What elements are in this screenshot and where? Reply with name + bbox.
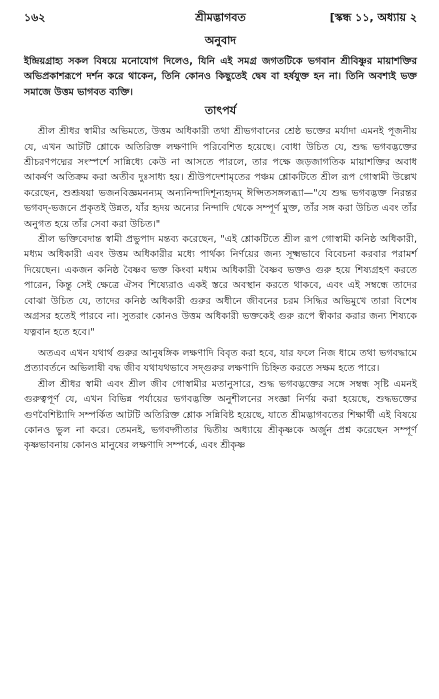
purport-heading: তাৎপর্য bbox=[204, 104, 237, 118]
page-header bbox=[24, 0, 417, 30]
book-title: শ্রীমদ্ভাগবত bbox=[195, 11, 246, 24]
translation-heading: অনুবাদ bbox=[204, 34, 237, 47]
purport-paragraph-2: শ্রীল ভক্তিবেদান্ত স্বামী প্রভুপাদ মন্তব্য করেছেন, "এই শ্লোকটিতে শ্রীল রূপ গোস্বামী কনিষ্ঠ অধিকারী, মধ্যম অধিকারী এবং উত্তম অধিকারীর মধ্যে পার্থক্য নির্ণয়ের জন্য সূক্ষ্মভাবে বিবেচনা করবার পরামর্শ দিয়েছেন। একজন কনিষ্ঠ বৈষ্ণব ভক্ত কিংবা মধ্যম অধিকারী বৈষ্ণব ভক্তও গুরু হয়ে শিষ্যগ্রহণ করতে পারেন, কিন্তু সেই ক্ষেত্রে ঐসব শিষ্যেরাও একই স্তরে অবস্থান করতে থাকবে, এবং এই সম্বন্ধে তাদের বোঝা উচিত যে, তাদের কনিষ্ঠ অধিকারী গুরুর অধীনে জীবনের চরম সিদ্ধির অভিমুখে তারা বিশেষ অগ্রসর হতেই পারবে না। সুতরাং কোনও উত্তম অধিকারী ভক্তকেই গুরু রূপে স্বীকার করার জন্য শিষ্যকে যত্নবান হতে হবে।" bbox=[24, 234, 417, 338]
purport-paragraph-1: শ্রীল শ্রীধর স্বামীর অভিমতে, উত্তম অধিকারী তথা শ্রীভগবানের শ্রেষ্ঠ ভক্তের মর্যাদা এমনই পূজনীয় যে, এখন আটটি শ্লোকে অতিরিক্ত লক্ষণাদি পরিবেশিত হয়েছে। বোধা উচিত যে, শুদ্ধ ভগবদ্ভক্তের শ্রীচরণপদ্মের সংস্পর্শে সান্নিধ্যে কেউ না আসতে পারলে, তার পক্ষে জড়জাগতিক মায়াশক্তির অবাধ আকর্ষণ অতিক্রম করা অতীব দুঃসাধ্য হয়। শ্রীউপদেশামৃতের পঞ্চম শ্লোকটিতে শ্রীল রূপ গোস্বামী উল্লেখ করেছেন, শুশ্রূষয়া ভজনবিজ্ঞমনন্যম্ অন্যনিন্দাদিশূন্যহৃদম্ ঈপ্সিতসঙ্গলব্ধ্যা—"যে শুদ্ধ ভগবদ্ভক্ত নিরন্তর ভগবদ্-ভজনে প্রকৃতই উন্নত, যাঁর হৃদয় অন্যের নিন্দাদি থেকে সম্পূর্ণ মুক্ত, তাঁর সঙ্গ করা উচিত এবং তাঁর অনুগত হয়ে তাঁর সেবা করা উচিত।" bbox=[24, 126, 417, 230]
purport-paragraph-3: অতএব এখন যথার্থ গুরুর আনুষঙ্গিক লক্ষণাদি বিবৃত করা হবে, যার ফলে নিজ ধামে তথা ভগবদ্ধামে প্রত্যাবর্তনে অভিলাষী বদ্ধ জীব যথাযথভাবে সদ্গুরুর লক্ষণাদি চিহ্নিত করতে সক্ষম হতে পারে। bbox=[24, 347, 417, 375]
page-number: ১৬২ bbox=[24, 11, 46, 24]
chapter-reference: [স্কন্ধ ১১, অধ্যায় ২ bbox=[329, 11, 417, 24]
translation-text: ইন্দ্রিয়গ্রাহ্য সকল বিষয়ে মনোযোগ দিলেও, যিনি এই সমগ্র জগতটিকে ভগবান শ্রীবিষ্ণুর মায়াশক্তির অভিপ্রকাশরূপে দর্শন করে থাকেন, তিনি কোনও কিছুতেই দ্বেষ বা হর্ষযুক্ত হন না। তিনি অবশ্যই ভক্ত সমাজে উত্তম ভাগবত ব্যক্তি। bbox=[24, 56, 417, 98]
purport-paragraph-4: শ্রীল শ্রীধর স্বামী এবং শ্রীল জীব গোস্বামীর মতানুসারে, শুদ্ধ ভগবদ্ভক্তের সঙ্গে সম্বন্ধ সৃষ্টি এমনই গুরুত্বপূর্ণ যে, এখন বিভিন্ন পর্যায়ের ভগবদ্ভক্তি অনুশীলনের সংজ্ঞা নির্ণয় করা হয়েছে, শুদ্ধভক্তের গুণবৈশিষ্ট্যাদি সম্পর্কিত আটটি অতিরিক্ত শ্লোক সন্নিবিষ্ট হয়েছে, যাতে শ্রীমদ্ভাগবতের শিক্ষার্থী এই বিষয়ে কোনও ভুল না করে। তেমনই, ভগবদ্গীতার দ্বিতীয় অধ্যায়ে শ্রীকৃষ্ণকে অর্জুন প্রশ্ন করেছেন সম্পূর্ণ কৃষ্ণভাবনায় কোনও মানুষের লক্ষণাদি সম্পর্কে, এবং শ্রীকৃষ্ণ bbox=[24, 378, 417, 452]
